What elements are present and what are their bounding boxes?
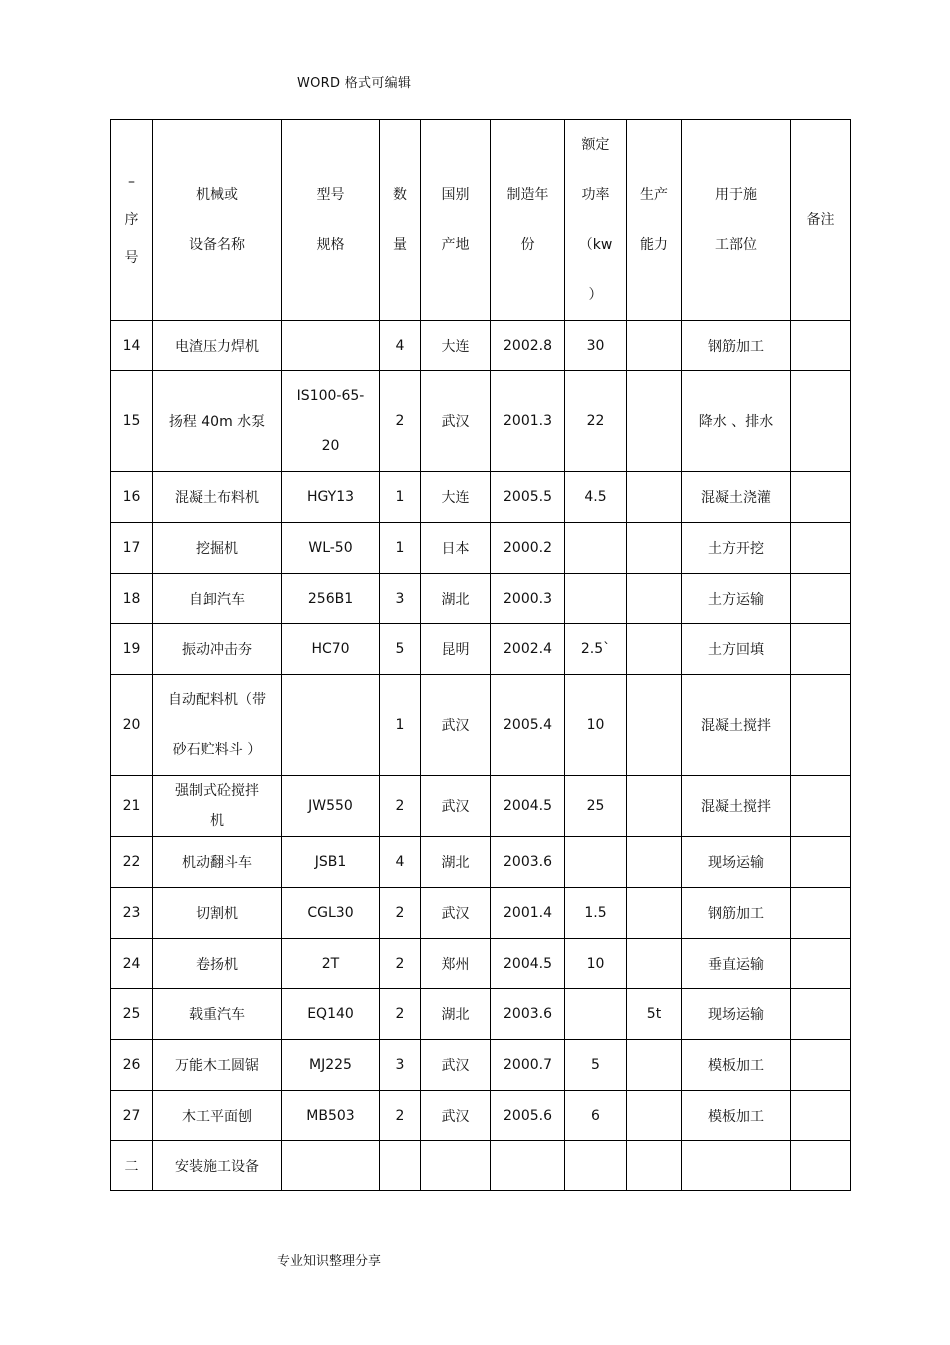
cell-seq: 25 [111, 989, 153, 1040]
header-seq: – 序 号 [111, 120, 153, 321]
cell-origin: 大连 [421, 321, 491, 371]
cell-seq: 17 [111, 523, 153, 574]
cell-name: 木工平面刨 [153, 1091, 282, 1141]
cell-power [565, 1141, 627, 1191]
cell-capacity [627, 1141, 682, 1191]
cell-model: JW550 [282, 776, 380, 837]
cell-remark [791, 888, 851, 939]
cell-model [282, 675, 380, 776]
cell-capacity [627, 939, 682, 989]
cell-capacity [627, 1091, 682, 1141]
cell-seq: 14 [111, 321, 153, 371]
cell-qty: 3 [380, 1040, 421, 1091]
cell-usage: 混凝土搅拌 [682, 776, 791, 837]
cell-power: 25 [565, 776, 627, 837]
cell-remark [791, 624, 851, 675]
page-header: WORD 格式可编辑 [297, 76, 412, 91]
cell-remark [791, 776, 851, 837]
cell-year: 2000.3 [491, 574, 565, 624]
cell-remark [791, 989, 851, 1040]
cell-model: HGY13 [282, 472, 380, 523]
cell-model: CGL30 [282, 888, 380, 939]
cell-capacity [627, 472, 682, 523]
cell-year: 2000.7 [491, 1040, 565, 1091]
cell-name: 机动翻斗车 [153, 837, 282, 888]
cell-power: 6 [565, 1091, 627, 1141]
cell-seq: 19 [111, 624, 153, 675]
table-row [111, 624, 851, 675]
table-header-row [111, 120, 851, 321]
header-capacity: 生产 能力 [627, 120, 682, 321]
cell-origin: 武汉 [421, 675, 491, 776]
cell-model [282, 1141, 380, 1191]
cell-capacity [627, 624, 682, 675]
cell-capacity [627, 321, 682, 371]
cell-seq: 20 [111, 675, 153, 776]
header-origin: 国别 产地 [421, 120, 491, 321]
table-row [111, 1141, 851, 1191]
cell-capacity [627, 837, 682, 888]
cell-model: JSB1 [282, 837, 380, 888]
cell-year: 2005.6 [491, 1091, 565, 1141]
cell-qty: 2 [380, 776, 421, 837]
cell-model: HC70 [282, 624, 380, 675]
cell-qty: 2 [380, 1091, 421, 1141]
cell-power [565, 837, 627, 888]
table-row [111, 371, 851, 472]
cell-name: 载重汽车 [153, 989, 282, 1040]
cell-qty: 2 [380, 371, 421, 472]
cell-power: 5 [565, 1040, 627, 1091]
cell-year: 2004.5 [491, 939, 565, 989]
cell-year: 2005.4 [491, 675, 565, 776]
cell-origin: 昆明 [421, 624, 491, 675]
cell-qty: 4 [380, 321, 421, 371]
cell-qty: 2 [380, 939, 421, 989]
cell-remark [791, 939, 851, 989]
cell-name: 卷扬机 [153, 939, 282, 989]
cell-origin: 武汉 [421, 776, 491, 837]
table-row [111, 523, 851, 574]
table-row [111, 989, 851, 1040]
cell-name: 电渣压力焊机 [153, 321, 282, 371]
equipment-table [110, 119, 851, 1191]
cell-capacity [627, 371, 682, 472]
cell-remark [791, 472, 851, 523]
cell-model: WL-50 [282, 523, 380, 574]
cell-capacity [627, 776, 682, 837]
cell-usage: 钢筋加工 [682, 321, 791, 371]
table-row [111, 1040, 851, 1091]
cell-remark [791, 1040, 851, 1091]
cell-capacity [627, 574, 682, 624]
cell-year: 2001.4 [491, 888, 565, 939]
table-row [111, 472, 851, 523]
cell-capacity [627, 523, 682, 574]
cell-name: 振动冲击夯 [153, 624, 282, 675]
cell-power: 10 [565, 675, 627, 776]
cell-origin: 湖北 [421, 837, 491, 888]
cell-remark [791, 837, 851, 888]
cell-qty: 2 [380, 888, 421, 939]
header-year: 制造年 份 [491, 120, 565, 321]
header-power: 额定 功率 （kw ） [565, 120, 627, 321]
cell-power [565, 989, 627, 1040]
cell-name: 万能木工圆锯 [153, 1040, 282, 1091]
cell-name: 安装施工设备 [153, 1141, 282, 1191]
cell-year: 2003.6 [491, 989, 565, 1040]
cell-usage: 现场运输 [682, 837, 791, 888]
cell-model [282, 321, 380, 371]
cell-qty: 5 [380, 624, 421, 675]
cell-model: IS100-65- 20 [282, 371, 380, 472]
cell-usage: 模板加工 [682, 1091, 791, 1141]
cell-remark [791, 321, 851, 371]
cell-usage: 土方运输 [682, 574, 791, 624]
cell-usage: 钢筋加工 [682, 888, 791, 939]
header-qty: 数 量 [380, 120, 421, 321]
cell-power [565, 574, 627, 624]
cell-usage: 混凝土搅拌 [682, 675, 791, 776]
cell-origin: 武汉 [421, 1091, 491, 1141]
cell-power: 4.5 [565, 472, 627, 523]
header-remark: 备注 [791, 120, 851, 321]
cell-name: 挖掘机 [153, 523, 282, 574]
cell-origin: 湖北 [421, 989, 491, 1040]
cell-model: MB503 [282, 1091, 380, 1141]
cell-qty: 3 [380, 574, 421, 624]
table-row [111, 574, 851, 624]
cell-origin [421, 1141, 491, 1191]
cell-seq: 23 [111, 888, 153, 939]
header-model: 型号 规格 [282, 120, 380, 321]
cell-name: 自动配料机（带 砂石贮料斗 ） [153, 675, 282, 776]
cell-power [565, 523, 627, 574]
cell-usage: 土方开挖 [682, 523, 791, 574]
cell-name: 扬程 40m 水泵 [153, 371, 282, 472]
cell-qty: 4 [380, 837, 421, 888]
cell-origin: 郑州 [421, 939, 491, 989]
cell-name: 自卸汽车 [153, 574, 282, 624]
cell-usage: 土方回填 [682, 624, 791, 675]
table-row [111, 321, 851, 371]
cell-origin: 日本 [421, 523, 491, 574]
cell-qty: 2 [380, 989, 421, 1040]
cell-year: 2001.3 [491, 371, 565, 472]
cell-capacity [627, 888, 682, 939]
cell-remark [791, 1091, 851, 1141]
cell-usage: 混凝土浇灌 [682, 472, 791, 523]
header-name: 机械或 设备名称 [153, 120, 282, 321]
cell-year [491, 1141, 565, 1191]
page-footer: 专业知识整理分享 [277, 1254, 382, 1269]
cell-usage [682, 1141, 791, 1191]
cell-year: 2005.5 [491, 472, 565, 523]
cell-power: 1.5 [565, 888, 627, 939]
cell-remark [791, 523, 851, 574]
header-usage: 用于施 工部位 [682, 120, 791, 321]
cell-remark [791, 371, 851, 472]
cell-power: 10 [565, 939, 627, 989]
cell-origin: 湖北 [421, 574, 491, 624]
cell-usage: 现场运输 [682, 989, 791, 1040]
cell-capacity [627, 675, 682, 776]
cell-year: 2002.8 [491, 321, 565, 371]
table-row [111, 837, 851, 888]
cell-origin: 武汉 [421, 1040, 491, 1091]
cell-qty [380, 1141, 421, 1191]
cell-capacity [627, 1040, 682, 1091]
cell-qty: 1 [380, 523, 421, 574]
cell-origin: 武汉 [421, 888, 491, 939]
cell-model: 2T [282, 939, 380, 989]
cell-name: 切割机 [153, 888, 282, 939]
cell-usage: 垂直运输 [682, 939, 791, 989]
table-row [111, 888, 851, 939]
cell-seq: 26 [111, 1040, 153, 1091]
cell-seq: 27 [111, 1091, 153, 1141]
cell-seq: 16 [111, 472, 153, 523]
cell-usage: 模板加工 [682, 1040, 791, 1091]
cell-remark [791, 675, 851, 776]
table-row [111, 776, 851, 837]
table-row [111, 1091, 851, 1141]
cell-power: 30 [565, 321, 627, 371]
cell-power: 2.5` [565, 624, 627, 675]
cell-remark [791, 574, 851, 624]
cell-year: 2002.4 [491, 624, 565, 675]
table-row [111, 675, 851, 776]
cell-seq: 24 [111, 939, 153, 989]
cell-seq: 21 [111, 776, 153, 837]
cell-seq: 18 [111, 574, 153, 624]
cell-usage: 降水 、排水 [682, 371, 791, 472]
cell-year: 2003.6 [491, 837, 565, 888]
cell-year: 2004.5 [491, 776, 565, 837]
cell-seq: 二 [111, 1141, 153, 1191]
cell-seq: 15 [111, 371, 153, 472]
cell-origin: 武汉 [421, 371, 491, 472]
cell-name: 强制式砼搅拌 机 [153, 776, 282, 837]
cell-model: EQ140 [282, 989, 380, 1040]
table-row [111, 939, 851, 989]
table-body [111, 321, 851, 1191]
cell-year: 2000.2 [491, 523, 565, 574]
cell-model: 256B1 [282, 574, 380, 624]
cell-seq: 22 [111, 837, 153, 888]
cell-power: 22 [565, 371, 627, 472]
cell-remark [791, 1141, 851, 1191]
cell-model: MJ225 [282, 1040, 380, 1091]
cell-origin: 大连 [421, 472, 491, 523]
cell-capacity: 5t [627, 989, 682, 1040]
cell-name: 混凝土布料机 [153, 472, 282, 523]
cell-qty: 1 [380, 472, 421, 523]
cell-qty: 1 [380, 675, 421, 776]
